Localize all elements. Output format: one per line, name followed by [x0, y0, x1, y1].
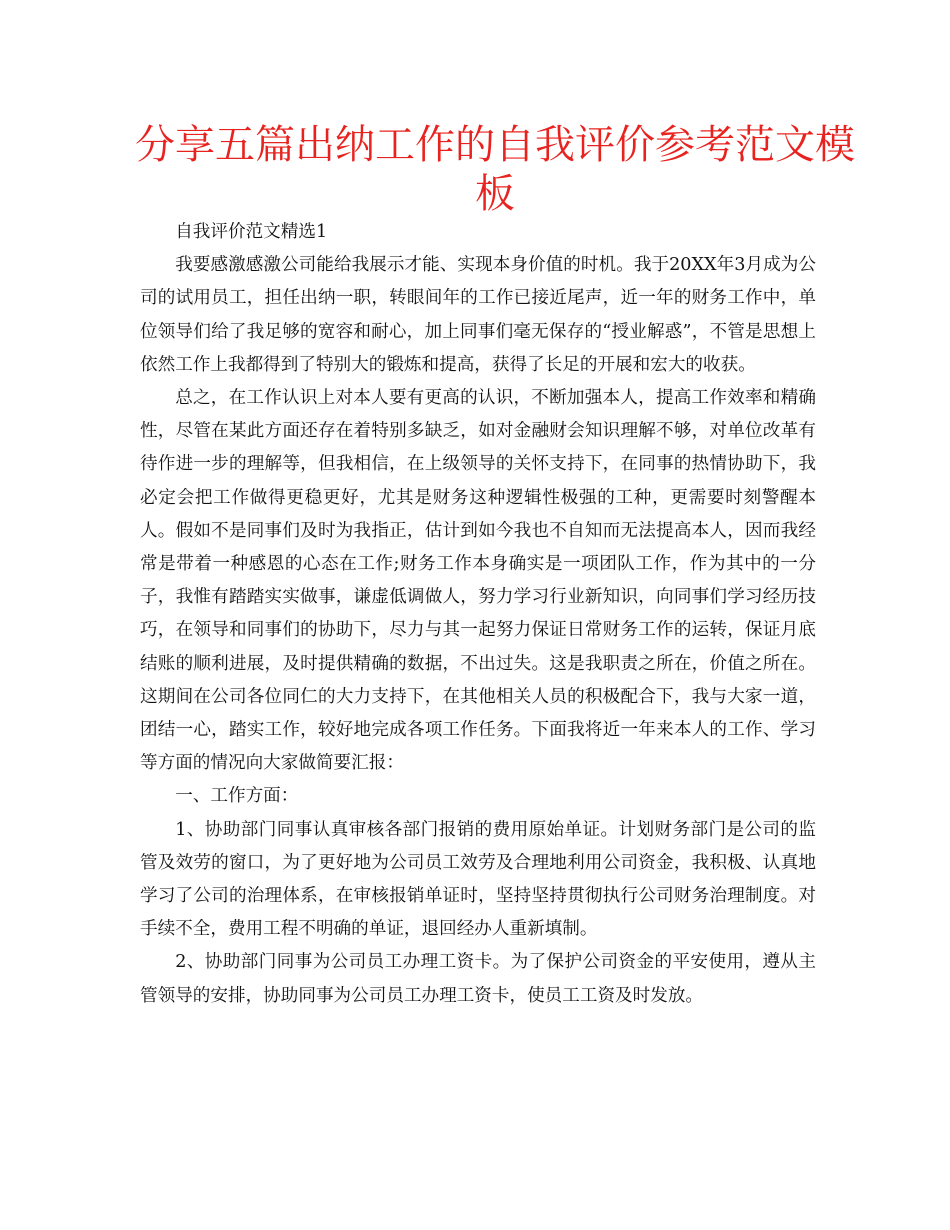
- document-title: 分享五篇出纳工作的自我评价参考范文模板: [135, 122, 855, 217]
- body-paragraph: 总之，在工作认识上对本人要有更高的认识，不断加强本人，提高工作效率和精确性，尽管在某此方面还存在着特别多缺乏，如对金融财会知识理解不够，对单位改革有待作进一步的理解等，但我相信，在上级领导的关怀支持下，在同事的热情协助下，我必定会把工作做得更稳更好，尤其是财务这种逻辑性极强的工种，更需要时刻警醒本人。假如不是同事们及时为我指正，估计到如今我也不自知而无法提高本人，因而我经常是带着一种感恩的心态在工作;财务工作本身确实是一项团队工作，作为其中的一分子，我惟有踏踏实实做事，谦虚低调做人，努力学习行业新知识，向同事们学习经历技巧，在领导和同事们的协助下，尽力与其一起努力保证日常财务工作的运转，保证月底结账的顺利进展，及时提供精确的数据，不出过失。这是我职责之所在，价值之所在。这期间在公司各位同仁的大力支持下，在其他相关人员的积极配合下，我与大家一道，团结一心，踏实工作，较好地完成各项工作任务。下面我将近一年来本人的工作、学习等方面的情况向大家做简要汇报：: [140, 388, 816, 774]
- body-paragraph: 2、协助部门同事为公司员工办理工资卡。为了保护公司资金的平安使用，遵从主管领导的安排，协助同事为公司员工办理工资卡，使员工工资及时发放。: [140, 952, 816, 1006]
- body-paragraph: 1、协助部门同事认真审核各部门报销的费用原始单证。计划财务部门是公司的监管及效劳的窗口，为了更好地为公司员工效劳及合理地利用公司资金，我积极、认真地学习了公司的治理体系，在审核报销单证时，坚持坚持贯彻执行公司财务治理制度。对手续不全，费用工程不明确的单证，退回经办人重新填制。: [140, 819, 816, 940]
- subsection-heading: 一、工作方面：: [175, 786, 299, 807]
- body-paragraph: 我要感激感激公司能给我展示才能、实现本身价值的时机。我于20XX年3月成为公司的试用员工，担任出纳一职，转眼间年的工作已接近尾声，近一年的财务工作中，单位领导们给了我足够的宽容和耐心，加上同事们毫无保存的“授业解惑”，不管是思想上依然工作上我都得到了特别大的锻炼和提高，获得了长足的开展和宏大的收获。: [140, 255, 816, 375]
- section-heading: 自我评价范文精选1: [175, 222, 328, 242]
- document-body: [140, 216, 816, 1013]
